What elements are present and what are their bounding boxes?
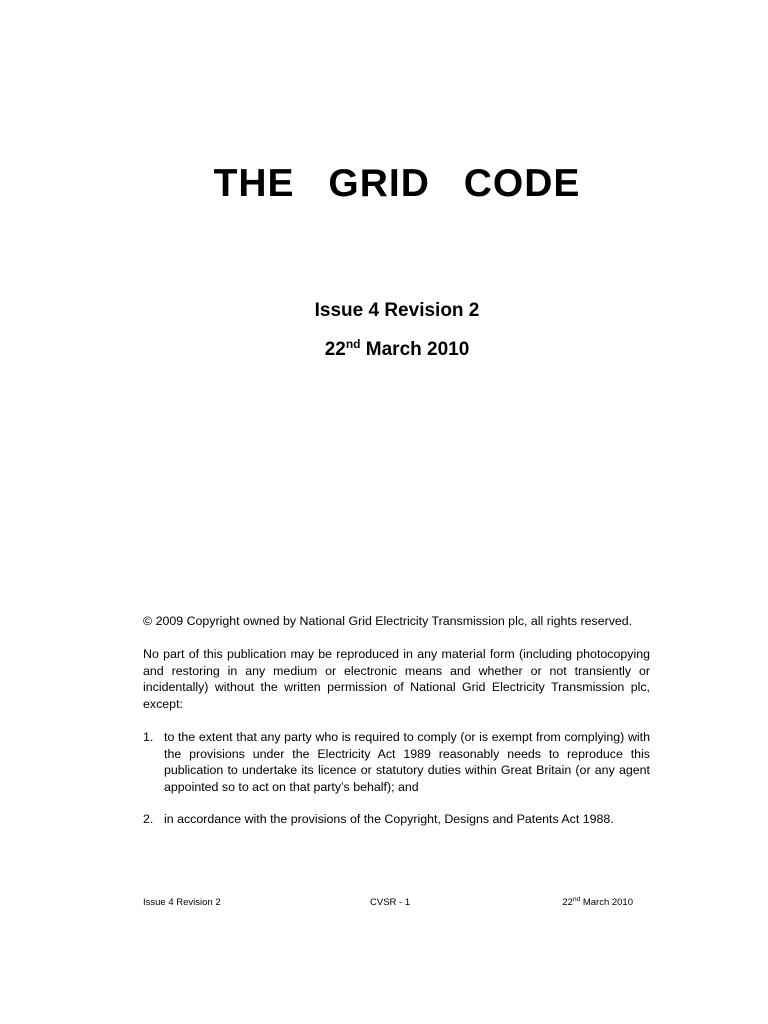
footer-date-day: 22 — [562, 897, 573, 908]
issue-revision: Issue 4 Revision 2 — [314, 300, 480, 321]
issue-date-rest: March 2010 — [360, 339, 470, 360]
footer-date — [562, 897, 633, 909]
list-item — [143, 729, 650, 795]
exception-list-first — [143, 729, 650, 795]
footer-page-number: CVSR - 1 — [370, 897, 411, 908]
copyright-notice: © 2009 Copyright owned by National Grid Electricity Transmission plc, all rights reserved. — [143, 614, 633, 628]
issue-date-day: 22 — [324, 339, 346, 360]
document-title: THE GRID CODE — [213, 162, 581, 205]
footer-issue: Issue 4 Revision 2 — [143, 897, 221, 908]
list-item-number: 1. — [143, 730, 154, 744]
issue-date — [0, 339, 768, 361]
issue-date-suffix: nd — [345, 337, 361, 351]
footer-date-rest: March 2010 — [580, 897, 633, 908]
list-item-number: 2. — [143, 812, 154, 826]
permission-paragraph: No part of this publication may be reproduced in any material form (including photocopying and restoring in any medium or electronic means and whether or not transiently or incidentally) without the written permission of National Grid Electricity Transmission plc, except: — [143, 647, 650, 711]
list-item-text: to the extent that any party who is required to comply (or is exempt from complying) with the provisions under the Electricity Act 1989 reasonably needs to reproduce this publication to undertake its licence or statutory duties within Great Britain (or any agent appointed so to act on that party’s behalf); and — [164, 730, 650, 794]
list-item-text: in accordance with the provisions of the Copyright, Designs and Patents Act 1988. — [164, 812, 614, 826]
exception-list-second — [143, 811, 650, 828]
footer-date-suffix: nd — [572, 896, 581, 903]
list-item — [143, 811, 650, 828]
